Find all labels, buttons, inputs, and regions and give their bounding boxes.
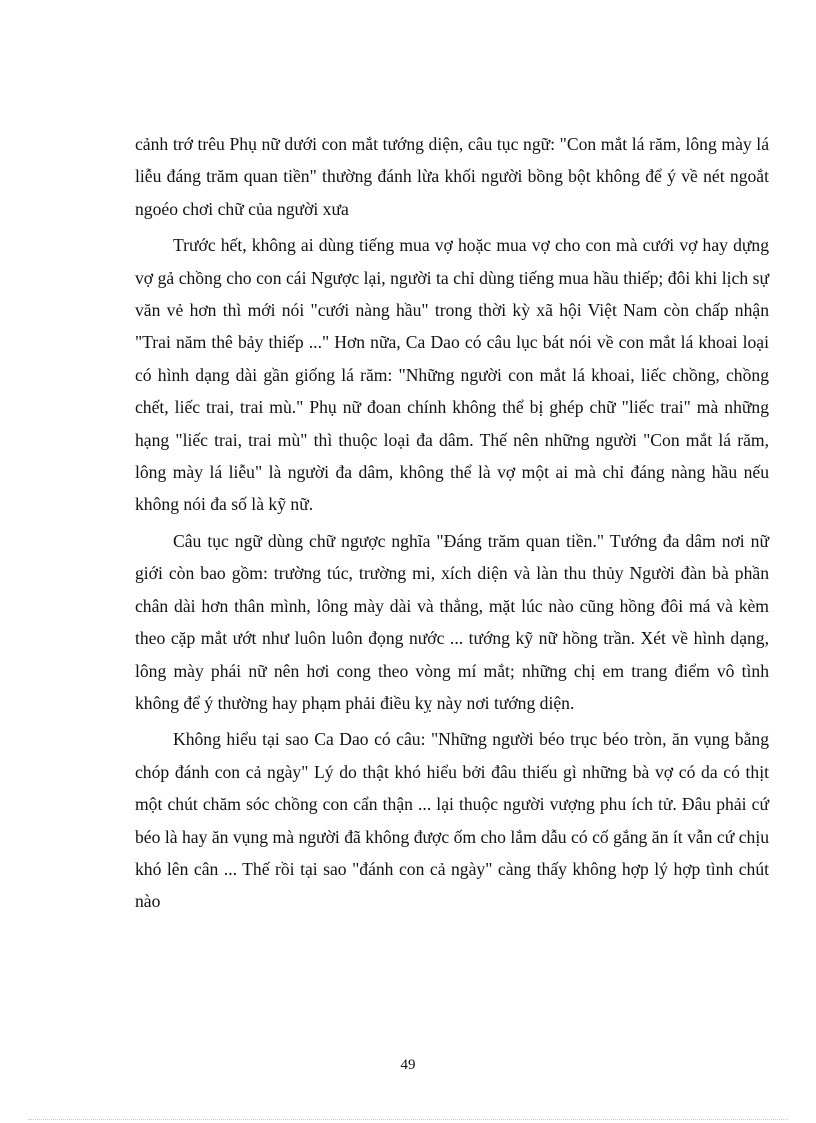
paragraph-continuation: cảnh trớ trêu Phụ nữ dưới con mắt tướng diện, câu tục ngữ: "Con mắt lá răm, lông mày lá liễu đáng trăm quan tiền" thường đánh lừa khối người bồng bột không để ý về nét ngoắt ngoéo chơi chữ của người xưa — [135, 134, 769, 219]
paragraph: Trước hết, không ai dùng tiếng mua vợ hoặc mua vợ cho con mà cưới vợ hay dựng vợ gả chồng cho con cái Ngược lại, người ta chỉ dùng tiếng mua hầu thiếp; đôi khi lịch sự văn vẻ hơn thì mới nói "cưới nàng hầu" trong thời kỳ xã hội Việt Nam còn chấp nhận "Trai năm thê bảy thiếp ..." Hơn nữa, Ca Dao có câu lục bát nói về con mắt lá khoai loại có hình dạng dài gần giống lá răm: "Những người con mắt lá khoai, liếc chồng, chồng chết, liếc trai, trai mù." Phụ nữ đoan chính không thể bị ghép chữ "liếc trai" mà những hạng "liếc trai, trai mù" thì thuộc loại đa dâm. Thế nên những người "Con mắt lá răm, lông mày lá liễu" là người đa dâm, không thể là vợ một ai mà chỉ đáng nàng hầu nếu không nói đa số là kỹ nữ. — [135, 235, 769, 515]
page-number: 49 — [400, 1057, 416, 1073]
paragraph: Không hiểu tại sao Ca Dao có câu: "Những người béo trục béo tròn, ăn vụng bằng chóp đánh con cả ngày" Lý do thật khó hiểu bởi đâu thiếu gì những bà vợ có da có thịt một chút chăm sóc chồng con cẩn thận ... lại thuộc người vượng phu ích tử. Đâu phải cứ béo là hay ăn vụng mà người đã không được ốm cho lắm dẫu có cố gắng ăn ít vẫn cứ chịu khó lên cân ... Thế rồi tại sao "đánh con cả ngày" càng thấy không hợp lý hợp tình chút nào — [135, 729, 769, 912]
page-body — [135, 128, 769, 922]
paragraph: Câu tục ngữ dùng chữ ngược nghĩa "Đáng trăm quan tiền." Tướng đa dâm nơi nữ giới còn bao gồm: trường túc, trường mi, xích diện và làn thu thủy Người đàn bà phần chân dài hơn thân mình, lông mày dài và thẳng, mặt lúc nào cũng hồng đôi má và kèm theo cặp mắt ướt như luôn luôn đọng nước ... tướng kỹ nữ hồng trần. Xét về hình dạng, lông mày phái nữ nên hơi cong theo vòng mí mắt; những chị em trang điểm vô tình không để ý thường hay phạm phải điều kỵ này nơi tướng diện. — [135, 530, 769, 713]
page-bottom-divider — [28, 1119, 788, 1120]
